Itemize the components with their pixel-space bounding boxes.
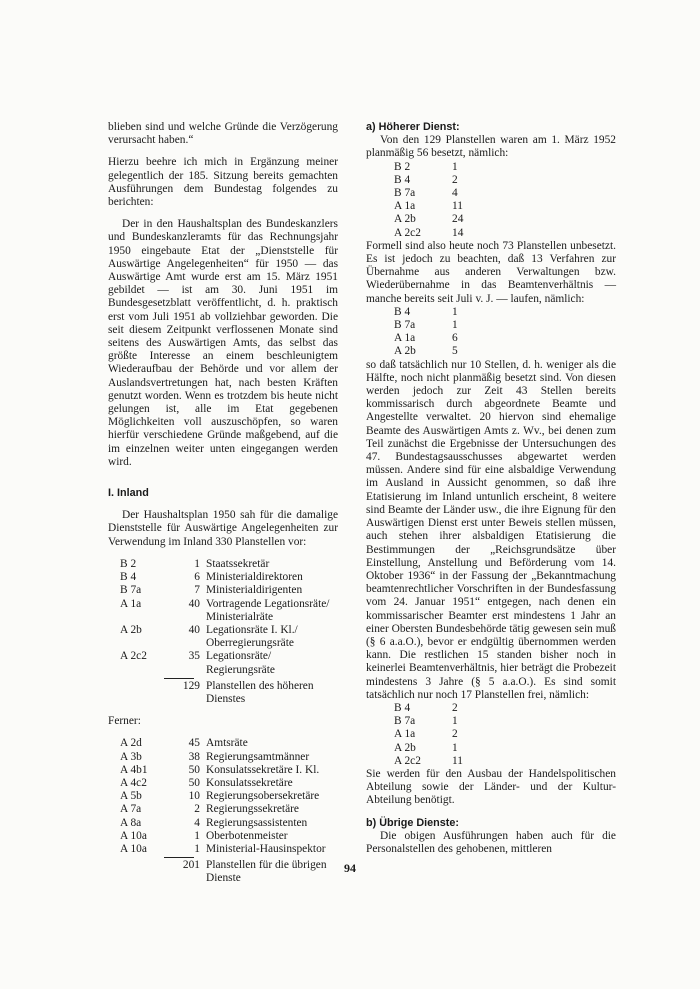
position-title: Legationsräte I. Kl./ Oberregierungsräte: [206, 623, 298, 650]
grade-code: A 2b: [120, 623, 142, 636]
grade-code: A 1a: [394, 728, 416, 741]
position-count: 40: [188, 597, 200, 610]
position-count: 38: [188, 750, 200, 763]
table-row: [366, 187, 482, 200]
position-count: 1: [452, 715, 458, 728]
left-column: [108, 121, 338, 886]
grade-code: B 7a: [394, 319, 416, 332]
table-row: [366, 755, 482, 768]
position-count: 35: [188, 650, 200, 663]
grade-code: A 2c2: [394, 226, 421, 239]
table-row: [366, 200, 482, 213]
position-count: 14: [452, 226, 464, 239]
position-title: Amtsräte: [206, 737, 248, 750]
position-count: 40: [188, 623, 200, 636]
section-heading-inland: I. Inland: [108, 487, 149, 500]
position-count: 45: [188, 737, 200, 750]
positions-total-higher: [108, 679, 338, 706]
grade-code: A 2b: [394, 741, 416, 754]
table-row: [108, 650, 338, 676]
table-row: [108, 843, 326, 856]
paragraph: Von den 129 Planstellen waren am 1. März 1952 planmäßig 56 besetzt, nämlich:: [366, 134, 616, 160]
position-count: 1: [194, 557, 200, 570]
table-row: [366, 715, 482, 728]
position-title: Regierungsobersekretäre: [206, 790, 320, 803]
paragraph: so daß tatsächlich nur 10 Stellen, d. h. weniger als die Hälfte, noch nicht planmäßig besetzt sind. Von diesen werden jedoch zur Zeit 43 Stellen bereits kommissarisch durch abgeordnete Beamte und Angestellte verwaltet. 20 hiervon sind ehemalige Beamte des Auswärtigen Amts z. Wv., bei denen zum Teil zunächst die Ergebnisse der Untersuchungen des 47. Bundestagsausschusses abgewartet werden müssen. Andere sind für eine alsbaldige Verwendung im Ausland in Aussicht genommen, so daß ihre Etatisierung im Inland untunlich erscheint, 8 weitere sind Beamte der Länder usw., die ihre Eignung für den Auswärtigen Dienst erst unter Beweis stellen müssen, auch stehen ihrer alsbaldigen Etatisierung die Bestimmungen der „Reichsgrundsätze über Einstellung, Anstellung und Beförderung vom 14. Oktober 1936“ in der Fassung der „Bekanntmachung beamtenrechtlicher Vorschriften in der Bundesfassung vom 24. Januar 1951“ entgegen, nach denen ein kommissarischer Beamter erst mindestens 1 Jahr an einer Obersten Bundesbehörde tätig gewesen sein muß (§ 6 a.a.O.), bevor er endgültig übernommen werden kann. Die restlichen 15 standen bisher noch in keinerlei Beamtenverhältnis, hier beträgt die Probezeit mindestens 3 Jahre (§ 5 a.a.O.). Es sind somit tatsächlich nur noch 17 Planstellen frei, nämlich:: [366, 358, 616, 701]
grade-code: A 3b: [120, 750, 142, 763]
table-row: [366, 161, 482, 174]
paragraph: Formell sind also heute noch 73 Planstellen unbesetzt. Es ist jedoch zu beachten, daß 13 Verfahren zur Übernahme aus anderen Verwaltungen bzw. Wiederübernahme in das Beamtenverhältnis — manche bereits seit Juli v. J. — laufen, nämlich:: [366, 239, 616, 305]
position-count: 6: [194, 571, 200, 584]
position-count: 2: [452, 728, 458, 741]
paragraph: Der in den Haushaltsplan des Bundeskanzlers und Bundeskanzleramts für das Rechnungsjahr 1950 eingebaute Etat der „Dienststelle für Auswärtige Angelegenheiten“ für 1950 — das Auswärtige Amt wurde erst am 15. März 1951 gebildet — ist am 30. Juni 1951 im Bundesgesetzblatt veröffentlicht, d. h. praktisch erst vom Juli 1951 ab vollziehbar geworden. Die seit diesem Zeitpunkt verflossenen Monate sind seitens des Auswärtigen Amts, das selbst das größte Interesse an einem beschleunigtem Wiederaufbau der Behörde und vor allem der Auslandsvertretungen hat, nach besten Kräften genutzt worden. Wenn es trotzdem bis heute nicht gelungen ist, alle im Etat gegebenen Möglichkeiten voll auszuschöpfen, so waren hierfür verschiedene Gründe maßgebend, auf die im einzelnen weiter unten eingegangen werden wird.: [108, 218, 338, 468]
paragraph: Hierzu beehre ich mich in Ergänzung meiner gelegentlich der 185. Sitzung bereits gemachten Ausführungen dem Bundestag folgendes zu berichten:: [108, 156, 338, 209]
table-row: [108, 817, 326, 830]
section-heading-hoeherer-dienst: a) Höherer Dienst:: [366, 121, 460, 133]
position-count: 1: [194, 842, 200, 855]
table-row: [108, 624, 338, 650]
grade-code: B 2: [394, 160, 411, 173]
position-title: Oberbotenmeister: [206, 829, 288, 842]
position-title: Legationsräte/ Regierungsräte: [206, 650, 275, 676]
positions-table-higher: [108, 558, 338, 677]
position-count: 4: [194, 816, 200, 829]
grade-code: B 4: [394, 701, 411, 714]
transfer-procedures-list: [366, 306, 482, 359]
table-row: [366, 332, 482, 345]
position-count: 1: [452, 160, 458, 173]
table-row: [366, 306, 482, 319]
grade-code: A 2c2: [120, 650, 147, 663]
grade-code: A 1a: [394, 200, 416, 213]
grade-code: A 1a: [394, 332, 416, 345]
section-heading-uebrige-dienste: b) Übrige Dienste:: [366, 816, 459, 829]
position-title: Regierungsassistenten: [206, 816, 308, 829]
table-row: [366, 213, 482, 226]
position-count: 11: [452, 754, 463, 767]
table-row: [108, 790, 326, 803]
paragraph: Der Haushaltsplan 1950 sah für die damalige Dienststelle für Auswärtige Angelegenheiten zur Verwendung im Inland 330 Planstellen vor:: [108, 509, 338, 548]
grade-code: A 2c2: [394, 754, 421, 767]
grade-code: A 1a: [120, 597, 142, 610]
ferner-label: Ferner:: [108, 715, 141, 728]
grade-code: A 10a: [120, 829, 147, 842]
grade-code: A 10a: [120, 842, 147, 855]
position-count: 11: [452, 200, 463, 213]
paragraph: Sie werden für den Ausbau der Handelspolitischen Abteilung sowie der Länder- und der Kultur-Abteilung benötigt.: [366, 767, 616, 807]
grade-code: B 4: [394, 305, 411, 318]
total-label: Planstellen für die übrigen Dienste: [206, 859, 327, 885]
position-count: 2: [194, 803, 200, 816]
position-title: Ministerialdirigenten: [206, 584, 303, 597]
position-count: 50: [188, 776, 200, 789]
position-title: Konsulatssekretäre I. Kl.: [206, 763, 320, 776]
position-title: Regierungssekretäre: [206, 803, 299, 816]
table-row: [366, 319, 482, 332]
position-count: 5: [452, 345, 458, 358]
table-row: [108, 571, 338, 584]
table-row: [366, 227, 482, 240]
position-title: Regierungsamtmänner: [206, 750, 310, 763]
position-count: 1: [452, 305, 458, 318]
total-count: 129: [182, 679, 200, 692]
table-row: [108, 737, 326, 750]
grade-code: B 7a: [394, 187, 416, 200]
grade-code: A 4b1: [120, 763, 148, 776]
grade-code: B 7a: [120, 584, 142, 597]
position-title: Ministerialdirektoren: [206, 571, 303, 584]
grade-code: B 7a: [394, 715, 416, 728]
position-count: 4: [452, 187, 458, 200]
positions-table-other: [108, 737, 326, 856]
grade-code: B 4: [394, 173, 411, 186]
free-positions-list: [366, 702, 482, 768]
position-count: 2: [452, 701, 458, 714]
grade-code: A 2d: [120, 737, 142, 750]
position-count: 1: [452, 741, 458, 754]
table-row: [108, 830, 326, 843]
table-row: [366, 174, 482, 187]
table-row: [108, 777, 326, 790]
grade-code: A 2b: [394, 345, 416, 358]
table-row: [108, 584, 338, 597]
paragraph: blieben sind und welche Gründe die Verzögerung verursacht haben.“: [108, 121, 338, 147]
table-row: [108, 803, 326, 816]
grade-code: A 4c2: [120, 776, 147, 789]
position-count: 10: [188, 790, 200, 803]
grade-code: B 2: [120, 557, 137, 570]
page-number: 94: [344, 861, 356, 875]
table-row: [366, 345, 482, 358]
position-count: 1: [452, 319, 458, 332]
grade-code: A 8a: [120, 816, 142, 829]
position-title: Ministerial-Hausinspektor: [206, 842, 326, 855]
position-count: 7: [194, 584, 200, 597]
grade-code: A 5b: [120, 790, 142, 803]
right-column: [366, 121, 616, 856]
position-count: 2: [452, 173, 458, 186]
position-count: 1: [194, 829, 200, 842]
position-title: Staatssekretär: [206, 557, 270, 570]
paragraph: Die obigen Ausführungen haben auch für die Personalstellen des gehobenen, mittleren: [366, 829, 616, 855]
table-row: [108, 598, 338, 624]
position-count: 6: [452, 332, 458, 345]
table-row: [108, 558, 338, 571]
total-label: Planstellen des höheren Dienstes: [206, 679, 314, 705]
grade-code: A 2b: [394, 213, 416, 226]
total-count: 201: [182, 859, 200, 872]
table-row: [366, 702, 482, 715]
grade-code: A 7a: [120, 803, 142, 816]
position-title: Konsulatssekretäre: [206, 776, 293, 789]
table-row: [108, 764, 326, 777]
filled-positions-list: [366, 161, 482, 240]
position-count: 50: [188, 763, 200, 776]
position-count: 24: [452, 213, 464, 226]
table-row: [366, 728, 482, 741]
position-title: Vortragende Legationsräte/ Ministerialräte: [206, 597, 330, 623]
table-row: [108, 751, 326, 764]
table-row: [366, 742, 482, 755]
grade-code: B 4: [120, 571, 137, 584]
